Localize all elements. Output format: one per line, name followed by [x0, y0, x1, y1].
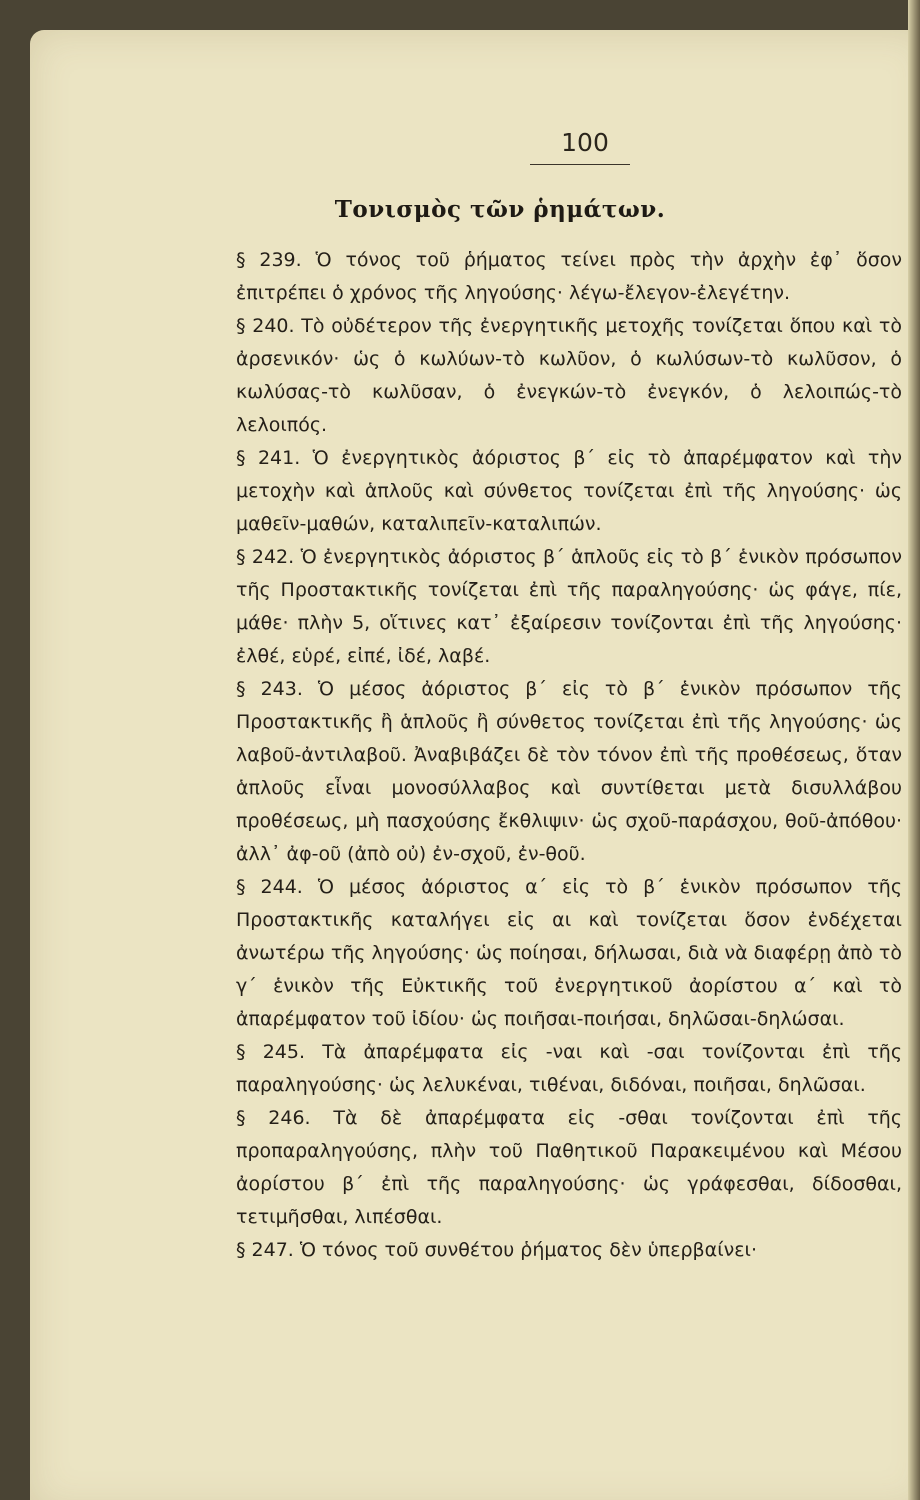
book-spine — [908, 0, 920, 1500]
paragraph-239: § 239. Ὁ τόνος τοῦ ῥήματος τείνει πρὸς τὴν ἀρχὴν ἐφ᾿ ὅσον ἐπιτρέπει ὁ χρόνος τῆς ληγούσης· λέγω-ἔλεγον-ἐλεγέτην. — [236, 249, 902, 304]
paragraph-243: § 243. Ὁ μέσος ἀόριστος β´ εἰς τὸ β´ ἑνικὸν πρόσωπον τῆς Προστακτικῆς ἢ ἁπλοῦς ἢ σύνθετος τονίζεται ἐπὶ τῆς ληγούσης· ὡς λαβοῦ-ἀντιλαβοῦ. Ἀναβιβάζει δὲ τὸν τόνον ἐπὶ τῆς προθέσεως, ὅταν ἁπλοῦς εἶναι μονοσύλλαβος καὶ συντίθεται μετὰ δισυλλάβου προθέσεως, μὴ πασχούσης ἔκθλιψιν· ὡς σχοῦ-παράσχου, θοῦ-ἀπόθου· ἀλλ᾿ ἀφ-οῦ (ἀπὸ οὐ) ἐν-σχοῦ, ἐν-θοῦ. — [236, 678, 902, 865]
paragraph-245: § 245. Τὰ ἀπαρέμφατα εἰς -ναι καὶ -σαι τονίζονται ἐπὶ τῆς παραληγούσης· ὡς λελυκέναι, τιθέναι, διδόναι, ποιῆσαι, δηλῶσαι. — [236, 1041, 902, 1096]
section-heading: Τονισμὸς τῶν ῥημάτων. — [334, 196, 666, 223]
page-number-rule — [530, 164, 630, 165]
paragraph-240: § 240. Τὸ οὐδέτερον τῆς ἐνεργητικῆς μετοχῆς τονίζεται ὅπου καὶ τὸ ἀρσενικόν· ὡς ὁ κωλύων-τὸ κωλῦον, ὁ κωλύσων-τὸ κωλῦσον, ὁ κωλύσας-τὸ κωλῦσαν, ὁ ἐνεγκών-τὸ ἐνεγκόν, ὁ λελοιπώς-τὸ λελοιπός. — [236, 315, 902, 436]
paragraph-247: § 247. Ὁ τόνος τοῦ συνθέτου ῥήματος δὲν ὑπερβαίνει· — [236, 1239, 757, 1261]
page-number: 100 — [561, 128, 609, 157]
body-text — [236, 244, 902, 1267]
paragraph-242: § 242. Ὁ ἐνεργητικὸς ἀόριστος β´ ἁπλοῦς εἰς τὸ β´ ἑνικὸν πρόσωπον τῆς Προστακτικῆς τονίζεται ἐπὶ τῆς παραληγούσης· ὡς φάγε, πίε, μάθε· πλὴν 5, οἵτινες κατ᾿ ἐξαίρεσιν τονίζονται ἐπὶ τῆς ληγούσης· ἐλθέ, εὑρέ, εἰπέ, ἰδέ, λαβέ. — [236, 546, 902, 667]
paragraph-244: § 244. Ὁ μέσος ἀόριστος α´ εἰς τὸ β´ ἑνικὸν πρόσωπον τῆς Προστακτικῆς καταλήγει εἰς αι καὶ τονίζεται ὅσον ἐνδέχεται ἀνωτέρω τῆς ληγούσης· ὡς ποίησαι, δήλωσαι, διὰ νὰ διαφέρῃ ἀπὸ τὸ γ´ ἑνικὸν τῆς Εὐκτικῆς τοῦ ἐνεργητικοῦ ἀορίστου α´ καὶ τὸ ἀπαρέμφατον τοῦ ἰδίου· ὡς ποιῆσαι-ποιήσαι, δηλῶσαι-δηλώσαι. — [236, 876, 902, 1030]
paragraph-241: § 241. Ὁ ἐνεργητικὸς ἀόριστος β´ εἰς τὸ ἀπαρέμφατον καὶ τὴν μετοχὴν καὶ ἁπλοῦς καὶ σύνθετος τονίζεται ἐπὶ τῆς ληγούσης· ὡς μαθεῖν-μαθών, καταλιπεῖν-καταλιπών. — [236, 447, 902, 535]
paragraph-246: § 246. Τὰ δὲ ἀπαρέμφατα εἰς -σθαι τονίζονται ἐπὶ τῆς προπαραληγούσης, πλὴν τοῦ Παθητικοῦ Παρακειμένου καὶ Μέσου ἀορίστου β´ ἐπὶ τῆς παραληγούσης· ὡς γράφεσθαι, δίδοσθαι, τετιμῆσθαι, λιπέσθαι. — [236, 1107, 902, 1228]
